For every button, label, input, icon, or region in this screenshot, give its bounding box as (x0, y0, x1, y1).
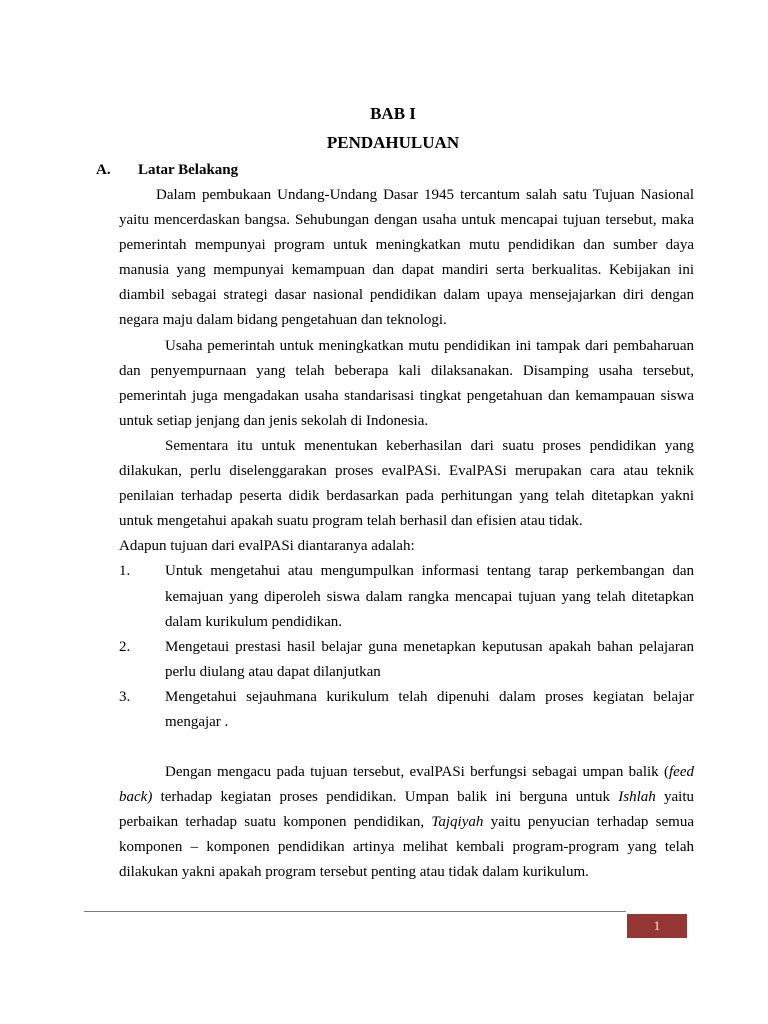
page-number: 1 (627, 914, 687, 938)
list-item-number: 1. (119, 563, 131, 580)
p5-term-ishlah: Ishlah (618, 789, 656, 806)
paragraph-1: Dalam pembukaan Undang-Undang Dasar 1945 tercantum salah satu Tujuan Nasional yaitu mencerdaskan bangsa. Sehubungan dengan usaha untuk mencapai tujuan tersebut, maka pemerintah mempunyai program untuk meningkatkan mutu pendidikan dan sumber daya manusia yang mempunyai kemampuan dan dapat mandiri serta berkualitas. Kebijakan ini diambil sebagai strategi dasar nasional pendidikan dalam upaya mensejajarkan diri dengan negara maju dalam bidang pengetahuan dan teknologi. (119, 187, 694, 329)
list-item-number: 3. (119, 688, 131, 705)
body-text (119, 183, 694, 886)
list-item-text: Mengetaui prestasi hasil belajar guna menetapkan keputusan apakah bahan pelajaran perlu diulang atau dapat dilanjutkan (165, 638, 694, 680)
p5-part-g: yaitu penyucian terhadap semua komponen – komponen pendidikan artinya melihat kembali program-program yang telah dilakukan yakni apakah program tersebut penting atau tidak dalam kurikulum. (119, 814, 694, 881)
section-title: Latar Belakang (138, 162, 239, 178)
p5-term-tajqiyah: Tajqiyah (431, 814, 484, 831)
paragraph-3: Sementara itu untuk menentukan keberhasilan dari suatu proses pendidikan yang dilakukan, perlu diselenggarakan proses evalPASi. EvalPASi merupakan cara atau teknik penilaian terhadap peserta didik berdasarkan pada perhitungan yang telah ditetapkan yakni untuk mengetahui apakah suatu program telah berhasil dan efisien atau tidak. (119, 437, 694, 530)
p5-part-a: Dengan mengacu pada tujuan tersebut, evalPASi berfungsi sebagai umpan balik ( (165, 764, 670, 781)
blank-line (119, 735, 694, 760)
list-item-text: Mengetahui sejauhmana kurikulum telah dipenuhi dalam proses kegiatan belajar mengajar . (165, 688, 694, 730)
list-item-number: 2. (119, 638, 131, 655)
list-item (119, 559, 694, 634)
list-item (119, 685, 694, 735)
p5-term-feedback: feed back) (119, 764, 694, 806)
paragraph-2: Usaha pemerintah untuk meningkatkan mutu pendidikan ini tampak dari pembaharuan dan penyempurnaan yang telah beberapa kali dilaksanakan. Disamping usaha tersebut, pemerintah juga mengadakan usaha standarisasi tingkat pengetahuan dan kemampauan siswa untuk setiap jenjang dan jenis sekolah di Indonesia. (119, 337, 694, 429)
paragraph-5 (119, 760, 694, 885)
p5-part-e: yaitu perbaikan terhadap suatu komponen pendidikan, (119, 789, 694, 831)
section-number: A. (96, 162, 111, 178)
p5-part-c: terhadap kegiatan proses pendidikan. Umpan balik ini berguna untuk (152, 789, 619, 806)
list-item-text: Untuk mengetahui atau mengumpulkan informasi tentang tarap perkembangan dan kemajuan yang diperoleh siswa dalam rangka mencapai tujuan yang telah ditetapkan dalam kurikulum pendidikan. (165, 563, 694, 630)
chapter-title: PENDAHULUAN (326, 133, 460, 152)
list-intro: Adapun tujuan dari evalPASi diantaranya adalah: (119, 538, 415, 555)
list-item (119, 635, 694, 685)
objectives-list (119, 559, 694, 735)
chapter-heading: BAB I (370, 104, 416, 123)
footer-divider (84, 911, 626, 912)
